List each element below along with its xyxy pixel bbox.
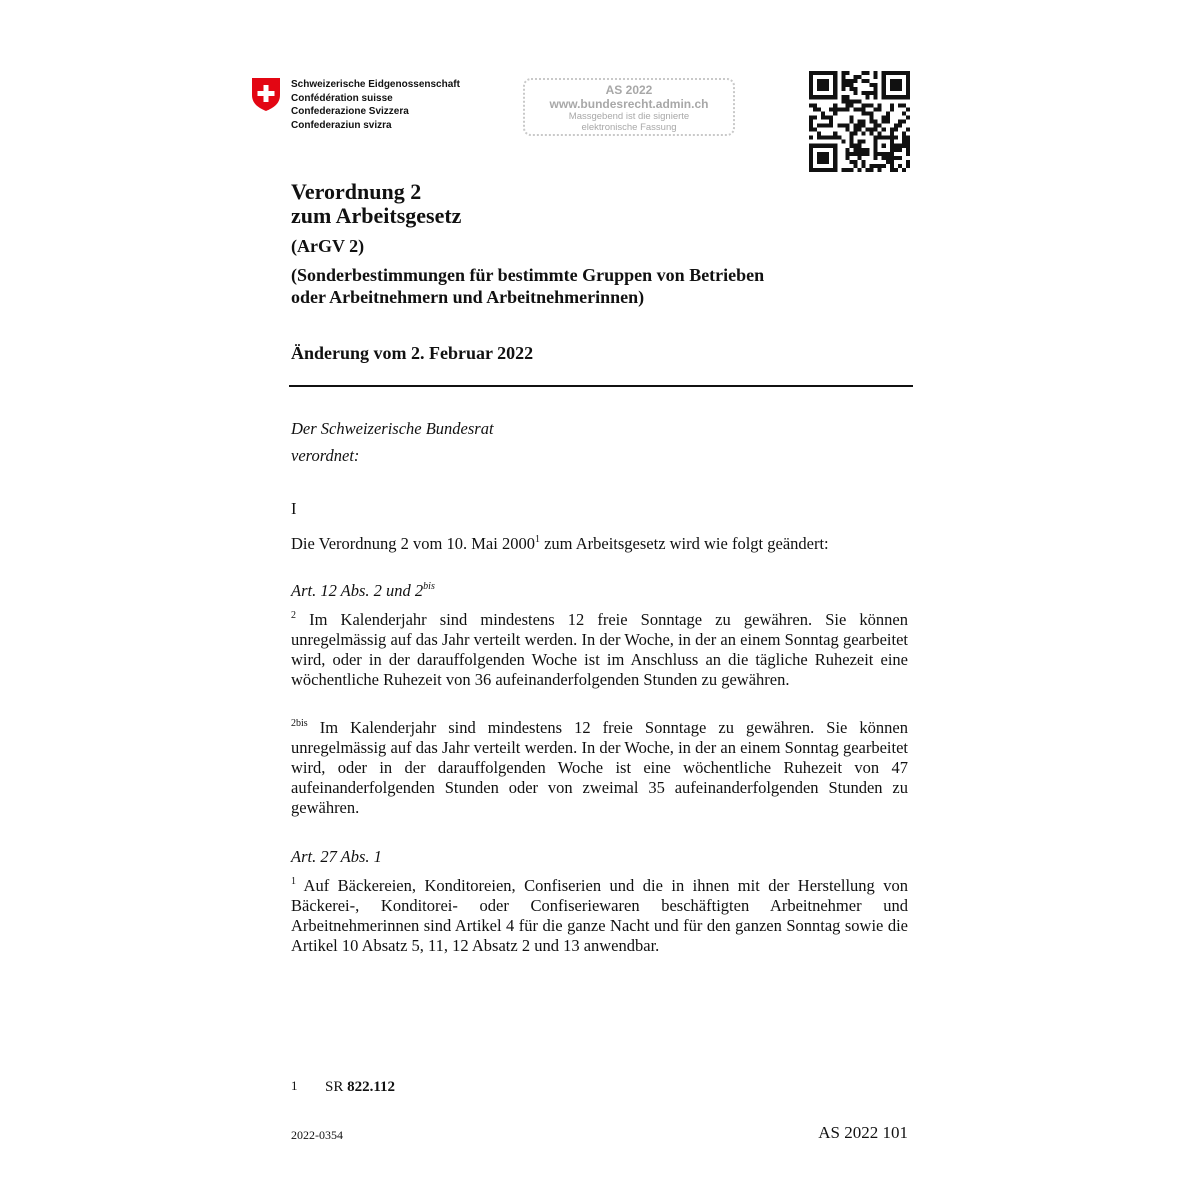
subtitle-line-2: oder Arbeitnehmern und Arbeitnehmerinnen) [291, 287, 645, 307]
intro-text-after: zum Arbeitsgesetz wird wie folgt geändert: [539, 534, 829, 553]
federation-name-fr: Confédération suisse [291, 92, 393, 104]
federation-name-rm: Confederaziun svizra [291, 119, 392, 131]
footnote-number: 1 [291, 1078, 298, 1093]
article-heading-27: Art. 27 Abs. 1 [291, 847, 382, 866]
stamp-note-1: Massgebend ist die signierte [568, 111, 690, 122]
paragraph-text: Im Kalenderjahr sind mindestens 12 freie Sonntage zu gewähren. Sie können unregelmässig auf das Jahr verteilt werden. In der Woche, in der an einem Sonntag gearbeitet wird, oder in der darauffolgenden Woche ist eine wöchentliche Ruhezeit von 47 aufeinanderfolgenden Stunden oder von zweimal 35 aufeinanderfolgenden Stunden zu gewähren. [291, 718, 908, 817]
section-number: I [291, 499, 297, 518]
article-12-paragraph-2 [291, 610, 908, 690]
as-reference: AS 2022 101 [818, 1123, 908, 1142]
intro-text-before: Die Verordnung 2 vom 10. Mai 2000 [291, 534, 535, 553]
federation-name-it: Confederazione Svizzera [291, 106, 409, 117]
paragraph-text: Auf Bäckereien, Konditoreien, Confiserien und die in ihnen mit der Herstellung von Bäckerei-, Konditorei- oder Confiseriewaren beschäftigten Arbeitnehmer und Arbeitnehmerinnen sind Artikel 4 für die ganze Nacht und für den ganzen Sonntag sowie die Artikel 10 Absatz 5, 11, 12 Absatz 2 und 13 anwendbar. [291, 876, 908, 955]
stamp-note-2: elektronische Fassung [581, 122, 677, 133]
title-divider [289, 385, 913, 387]
footnote-sr-number: 822.112 [347, 1079, 396, 1095]
title-abbreviation: (ArGV 2) [291, 236, 365, 256]
qr-code-icon [809, 71, 910, 172]
intro-paragraph [291, 534, 908, 554]
article-heading-12 [291, 581, 908, 601]
paragraph-number: 2bis [291, 717, 308, 729]
paragraph-text: Im Kalenderjahr sind mindestens 12 freie Sonntage zu gewähren. Sie können unregelmässig auf das Jahr verteilt werden. In der Woche, in der an einem Sonntag gearbeitet wird, oder in der darauffolgenden Woche ist im Anschluss an die tägliche Ruhezeit eine wöchentliche Ruhezeit von 36 aufeinanderfolgenden Stunden zu gewähren. [291, 610, 908, 689]
title-line-2: zum Arbeitsgesetz [291, 203, 462, 228]
paragraph-number: 1 [291, 875, 296, 887]
swiss-crest-icon [251, 77, 281, 112]
publication-stamp [523, 78, 735, 136]
issuer: Der Schweizerische Bundesrat [291, 419, 494, 438]
stamp-collection: AS 2022 [605, 83, 653, 97]
federation-name-de: Schweizerische Eidgenossenschaft [291, 79, 460, 90]
paragraph-number: 2 [291, 609, 296, 621]
federation-names [291, 78, 460, 132]
document-number: 2022-0354 [291, 1128, 343, 1142]
footnote-text [325, 1079, 395, 1096]
title-line-1: Verordnung 2 [291, 179, 422, 204]
article-27-paragraph-1 [291, 876, 908, 956]
page-title [291, 180, 461, 228]
footnote-ref[interactable]: 1 [534, 533, 540, 545]
page-subtitle [291, 264, 764, 308]
subtitle-line-1: (Sonderbestimmungen für bestimmte Gruppen von Betrieben [291, 265, 765, 285]
footnote-prefix: SR [325, 1079, 348, 1095]
article-heading-sup: bis [423, 580, 435, 592]
article-heading-text: Art. 12 Abs. 2 und 2 [291, 581, 424, 600]
amendment-date: Änderung vom 2. Februar 2022 [291, 343, 534, 363]
article-12-paragraph-2bis [291, 718, 908, 818]
decrees: verordnet: [291, 446, 360, 465]
preamble [291, 415, 908, 469]
stamp-url[interactable]: www.bundesrecht.admin.ch [549, 97, 709, 111]
